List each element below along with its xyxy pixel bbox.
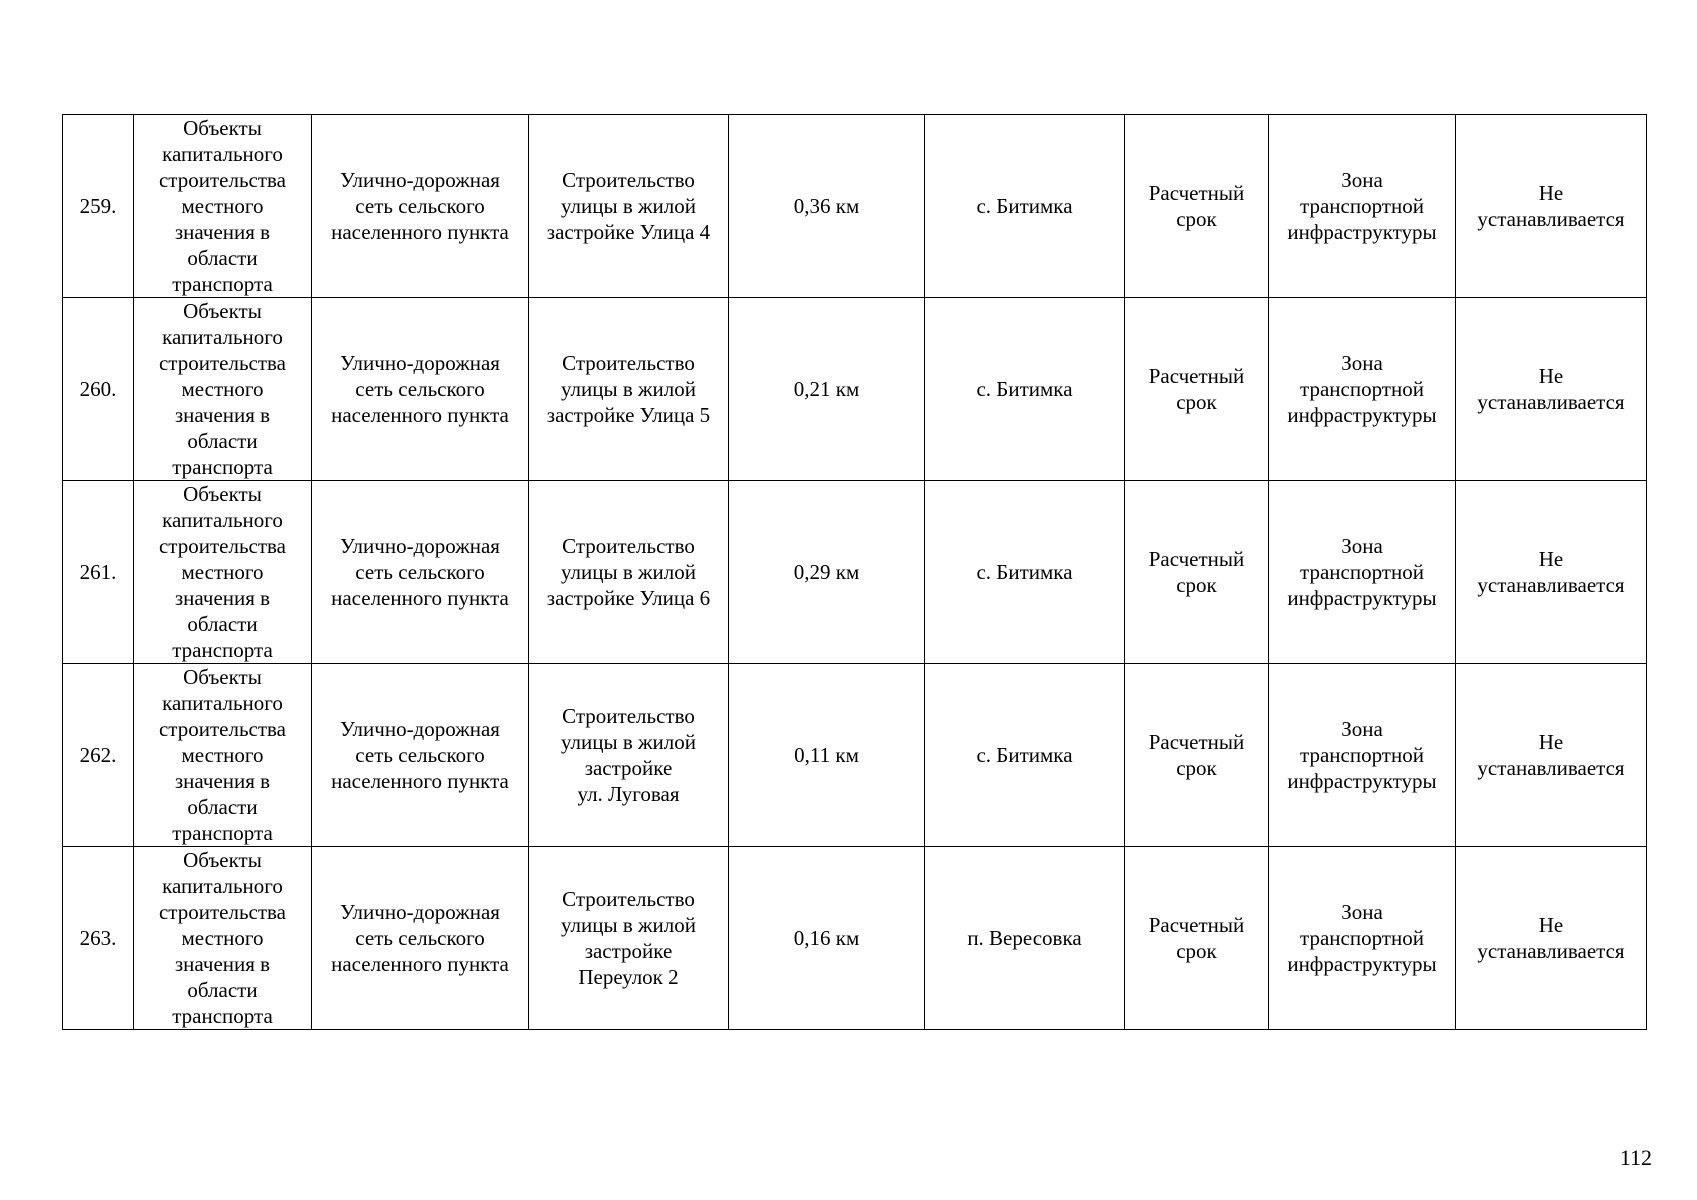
objects-table [62,114,1647,1030]
term-cell [1125,298,1269,481]
protection-text: Не устанавливается [1477,547,1625,597]
zone-cell [1269,847,1456,1030]
row-number: 262. [79,743,117,767]
term-text: Расчетный срок [1148,913,1245,963]
row-number: 263. [79,926,117,950]
term-cell [1125,481,1269,664]
row-number: 259. [79,194,117,218]
type-cell [312,664,529,847]
length-text: 0,11 км [794,743,859,767]
table-row [63,664,1647,847]
length-text: 0,21 км [793,377,860,401]
purpose-cell [529,847,729,1030]
term-text: Расчетный срок [1148,364,1245,414]
location-text: с. Битимка [976,560,1073,584]
zone-cell [1269,664,1456,847]
length-cell [729,115,925,298]
purpose-cell [529,115,729,298]
length-cell [729,847,925,1030]
term-cell [1125,115,1269,298]
length-cell [729,298,925,481]
purpose-text: Строительство улицы в жилой застройке Улица 6 [546,534,711,610]
page-number: 112 [1619,1145,1652,1170]
protection-cell [1456,298,1647,481]
row-number-cell [63,847,134,1030]
term-cell [1125,847,1269,1030]
length-text: 0,29 км [793,560,860,584]
protection-text: Не устанавливается [1477,730,1625,780]
length-text: 0,16 км [793,926,860,950]
length-cell [729,664,925,847]
protection-text: Не устанавливается [1477,364,1625,414]
category-cell [134,481,312,664]
row-number-cell [63,298,134,481]
location-text: с. Битимка [976,377,1073,401]
term-text: Расчетный срок [1148,547,1245,597]
protection-cell [1456,481,1647,664]
row-number-cell [63,481,134,664]
length-cell [729,481,925,664]
type-text: Улично-дорожная сеть сельского населенного пункта [331,900,509,976]
location-text: с. Битимка [976,194,1073,218]
purpose-text: Строительство улицы в жилой застройке Улица 4 [546,168,711,244]
type-text: Улично-дорожная сеть сельского населенного пункта [331,534,509,610]
purpose-cell [529,481,729,664]
table-row [63,298,1647,481]
zone-cell [1269,115,1456,298]
location-cell [925,664,1125,847]
category-text: Объекты капитального строительства местного значения в области транспорта [158,665,286,845]
zone-text: Зона транспортной инфраструктуры [1287,168,1437,244]
location-cell [925,115,1125,298]
category-text: Объекты капитального строительства местного значения в области транспорта [158,848,286,1028]
row-number: 260. [79,377,117,401]
type-text: Улично-дорожная сеть сельского населенного пункта [331,717,509,793]
purpose-cell [529,298,729,481]
category-text: Объекты капитального строительства местного значения в области транспорта [158,116,286,296]
protection-cell [1456,664,1647,847]
table-row [63,115,1647,298]
table-row [63,481,1647,664]
category-cell [134,664,312,847]
length-text: 0,36 км [793,194,860,218]
type-text: Улично-дорожная сеть сельского населенного пункта [331,168,509,244]
purpose-text: Строительство улицы в жилой застройке ул. Луговая [560,704,697,806]
table-row [63,847,1647,1030]
category-cell [134,115,312,298]
location-text: с. Битимка [976,743,1073,767]
type-cell [312,847,529,1030]
zone-text: Зона транспортной инфраструктуры [1287,534,1437,610]
row-number-cell [63,115,134,298]
protection-text: Не устанавливается [1477,913,1625,963]
location-cell [925,298,1125,481]
purpose-cell [529,664,729,847]
purpose-text: Строительство улицы в жилой застройке Улица 5 [546,351,711,427]
type-cell [312,481,529,664]
type-text: Улично-дорожная сеть сельского населенного пункта [331,351,509,427]
type-cell [312,298,529,481]
protection-cell [1456,847,1647,1030]
category-text: Объекты капитального строительства местного значения в области транспорта [158,482,286,662]
protection-text: Не устанавливается [1477,181,1625,231]
zone-text: Зона транспортной инфраструктуры [1287,351,1437,427]
protection-cell [1456,115,1647,298]
term-cell [1125,664,1269,847]
term-text: Расчетный срок [1148,730,1245,780]
term-text: Расчетный срок [1148,181,1245,231]
zone-text: Зона транспортной инфраструктуры [1287,717,1437,793]
zone-text: Зона транспортной инфраструктуры [1287,900,1437,976]
location-cell [925,847,1125,1030]
category-cell [134,847,312,1030]
category-text: Объекты капитального строительства местного значения в области транспорта [158,299,286,479]
zone-cell [1269,481,1456,664]
row-number-cell [63,664,134,847]
location-text: п. Вересовка [967,926,1082,950]
location-cell [925,481,1125,664]
purpose-text: Строительство улицы в жилой застройке Переулок 2 [560,887,697,989]
zone-cell [1269,298,1456,481]
row-number: 261. [79,560,117,584]
type-cell [312,115,529,298]
category-cell [134,298,312,481]
